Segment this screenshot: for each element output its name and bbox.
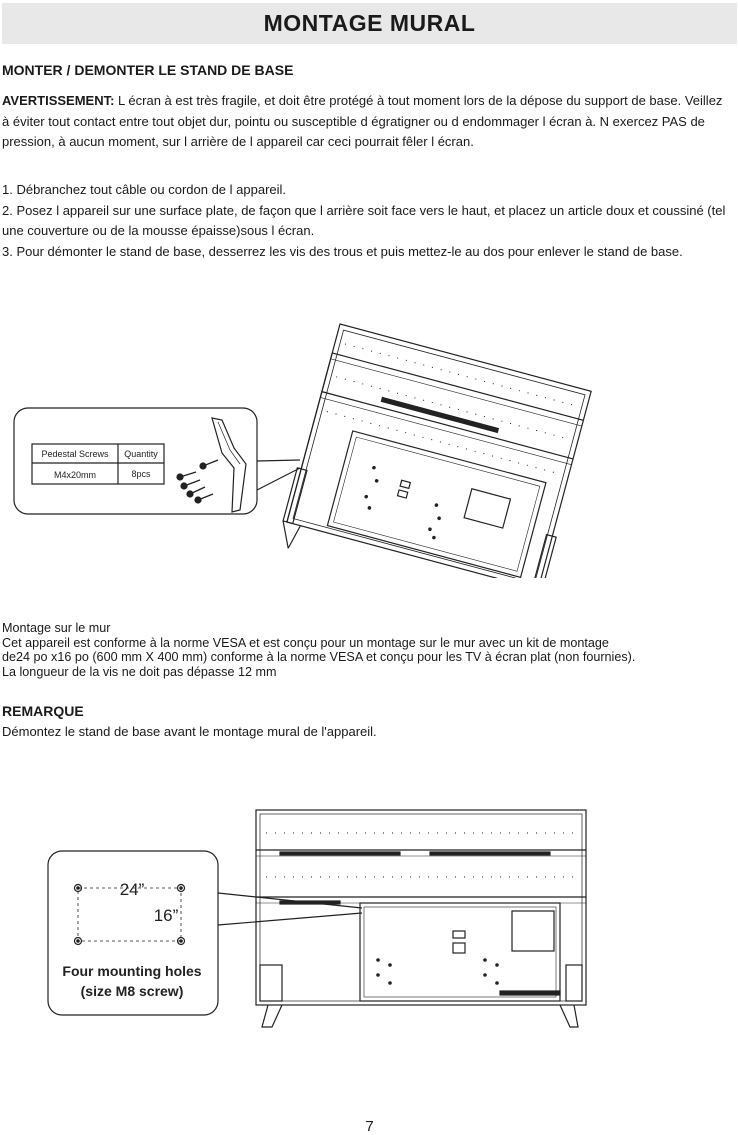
title-banner xyxy=(2,3,737,44)
wall-mount-line-2: Cet appareil est conforme à la norme VESA et est conçu pour un montage sur le mur avec un kit de montage xyxy=(2,635,609,650)
tv-back-rotated xyxy=(277,323,597,578)
page-number: 7 xyxy=(365,1118,374,1135)
warning-label: AVERTISSEMENT: xyxy=(2,93,115,108)
callout-box xyxy=(14,408,257,514)
step-item-1: 1. Débranchez tout câble ou cordon de l appareil. xyxy=(2,182,287,197)
wall-mount-heading: Montage sur le mur xyxy=(2,621,111,635)
warning-paragraph xyxy=(2,91,729,153)
section-heading-stand: MONTER / DEMONTER LE STAND DE BASE xyxy=(2,62,294,78)
tv-back-front xyxy=(256,810,586,1027)
vesa-vertical-label: 16” xyxy=(153,906,179,925)
screw-size-caption: (size M8 screw) xyxy=(80,983,184,999)
note-text: Démontez le stand de base avant le montage mural de l'appareil. xyxy=(2,724,377,739)
vesa-horizontal-label: 24” xyxy=(119,880,145,899)
vesa-mount-figure xyxy=(0,805,620,1035)
mounting-holes-caption: Four mounting holes xyxy=(62,963,202,979)
table-header-quantity: Quantity xyxy=(124,449,158,459)
stand-removal-figure xyxy=(0,318,600,578)
wall-mount-line-4: La longueur de la vis ne doit pas dépasse 12 mm xyxy=(2,664,277,679)
step-item-3: 3. Pour démonter le stand de base, desserrez les vis des trous et puis mettez-le au dos pour enlever le stand de base. xyxy=(2,243,683,259)
page-title: MONTAGE MURAL xyxy=(263,10,476,36)
step-item-2: 2. Posez l appareil sur une surface plate, de façon que l arrière soit face vers le haut, et placez un article doux et coussiné (tel une couverture ou de la mousse épaisse)sous l écran. xyxy=(2,202,726,238)
steps-list xyxy=(2,180,729,262)
table-header-screws: Pedestal Screws xyxy=(41,449,109,459)
table-cell-screw-size: M4x20mm xyxy=(53,470,97,480)
vesa-height: 16 xyxy=(57,650,72,664)
wall-mount-line-3: de24 po x16 po (600 mm X 400 mm) conforme à la norme VESA et conçu pour les TV à écran plat (non fournies). xyxy=(2,650,636,664)
vesa-width: 24 xyxy=(16,650,31,664)
warning-text: L écran à est très fragile, et doit être protégé à tout moment lors de la dépose du support de base. Veillez à éviter tout contact entre tout objet dur, pointu ou susceptible d égratigner ou d endommager l écran à. N exercez PAS de pression, à aucun moment, sur l arrière de l appareil car ceci pourrait fêler l écran. xyxy=(2,93,723,149)
note-heading: REMARQUE xyxy=(2,703,84,719)
wall-mount-paragraph xyxy=(2,621,729,679)
table-cell-quantity: 8pcs xyxy=(131,469,151,479)
